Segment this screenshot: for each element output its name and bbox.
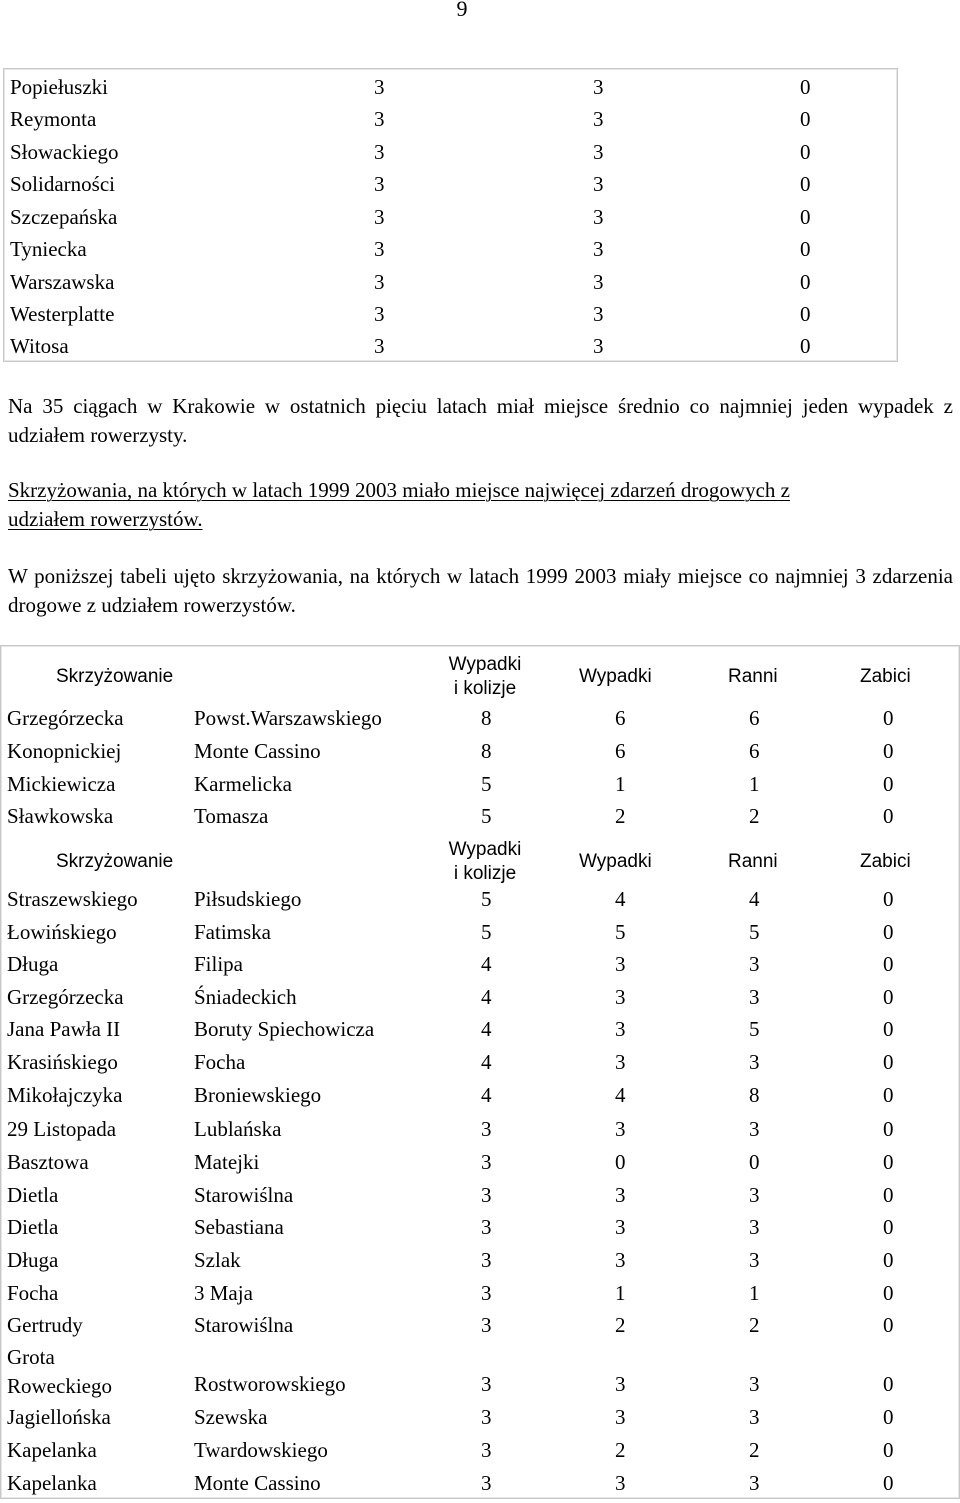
street-a: Straszewskiego: [7, 887, 138, 911]
ranni-cell: 3: [749, 1248, 760, 1272]
table-row: [1, 1150, 959, 1182]
street-b: Twardowskiego: [194, 1438, 328, 1462]
zabici-cell: 0: [883, 1438, 894, 1462]
table-row: [1, 920, 959, 952]
header-zabici: Zabici: [860, 851, 911, 872]
ranni-cell: 3: [749, 1183, 760, 1207]
value-cell: 0: [800, 334, 811, 358]
street-b: Sebastiana: [194, 1215, 284, 1239]
header-wypadki-kolizje: [437, 653, 533, 701]
street-a: Mickiewicza: [7, 772, 116, 796]
table-row: [1, 1471, 959, 1503]
wypadki-kolizje-cell: 3: [481, 1150, 492, 1174]
value-cell: 3: [593, 237, 604, 261]
value-cell: 3: [374, 140, 385, 164]
street-name: Warszawska: [10, 270, 115, 294]
ranni-cell: 1: [749, 772, 760, 796]
wypadki-kolizje-cell: 3: [481, 1438, 492, 1462]
ranni-cell: 4: [749, 887, 760, 911]
ranni-cell: 3: [749, 1050, 760, 1074]
value-cell: 3: [593, 172, 604, 196]
street-b: Matejki: [194, 1150, 260, 1174]
wypadki-cell: 3: [615, 1017, 626, 1041]
value-cell: 0: [800, 205, 811, 229]
street-a: Konopnickiej: [7, 739, 122, 763]
street-b: Filipa: [194, 952, 244, 976]
value-cell: 3: [374, 302, 385, 326]
street-b: Starowiślna: [194, 1183, 294, 1207]
table-row: [1, 985, 959, 1017]
street-b: Szewska: [194, 1405, 268, 1429]
wypadki-cell: 4: [615, 1083, 626, 1107]
table-row: [1, 1117, 959, 1149]
wypadki-kolizje-cell: 3: [481, 1313, 492, 1337]
value-cell: 3: [374, 270, 385, 294]
value-cell: 0: [800, 172, 811, 196]
wypadki-cell: 0: [615, 1150, 626, 1174]
wypadki-kolizje-cell: 3: [481, 1117, 492, 1141]
value-cell: 3: [374, 334, 385, 358]
table-row: [1, 1438, 959, 1470]
zabici-cell: 0: [883, 1405, 894, 1429]
street-name: Reymonta: [10, 107, 97, 131]
street-a: Łowińskiego: [7, 920, 117, 944]
wypadki-cell: 3: [615, 1183, 626, 1207]
street-a: Grota Roweckiego: [7, 1345, 112, 1398]
street-a: Krasińskiego: [7, 1050, 118, 1074]
value-cell: 0: [800, 107, 811, 131]
ranni-cell: 2: [749, 1438, 760, 1462]
wypadki-cell: 1: [615, 772, 626, 796]
table-row: [1, 1183, 959, 1215]
wypadki-cell: 2: [615, 1313, 626, 1337]
wypadki-cell: 3: [615, 952, 626, 976]
wypadki-kolizje-cell: 8: [481, 706, 492, 730]
wypadki-kolizje-cell: 3: [481, 1281, 492, 1305]
ranni-cell: 3: [749, 1117, 760, 1141]
zabici-cell: 0: [883, 706, 894, 730]
value-cell: 3: [593, 270, 604, 294]
value-cell: 3: [593, 140, 604, 164]
wypadki-kolizje-cell: 3: [481, 1183, 492, 1207]
wypadki-kolizje-cell: 3: [481, 1248, 492, 1272]
zabici-cell: 0: [883, 1050, 894, 1074]
wypadki-cell: 3: [615, 1471, 626, 1495]
table-row: [1, 1281, 959, 1313]
ranni-cell: 5: [749, 920, 760, 944]
zabici-cell: 0: [883, 1017, 894, 1041]
street-a: Dietla: [7, 1183, 59, 1207]
wypadki-kolizje-cell: 3: [481, 1405, 492, 1429]
wypadki-kolizje-cell: 4: [481, 1083, 492, 1107]
street-a: Długa: [7, 1248, 59, 1272]
ranni-cell: 0: [749, 1150, 760, 1174]
wypadki-cell: 6: [615, 706, 626, 730]
street-b: Powst.Warszawskiego: [194, 706, 382, 730]
wypadki-kolizje-cell: 3: [481, 1215, 492, 1239]
table-row: [1, 1050, 959, 1082]
wypadki-kolizje-cell: 3: [481, 1471, 492, 1495]
value-cell: 0: [800, 302, 811, 326]
street-name: Witosa: [10, 334, 69, 358]
table-row: [1, 804, 959, 836]
header-ranni: Ranni: [728, 666, 778, 687]
ranni-cell: 5: [749, 1017, 760, 1041]
ranni-cell: 1: [749, 1281, 760, 1305]
table-row: [1, 1083, 959, 1115]
section-heading: Skrzyżowania, na których w latach 1999 2003 miało miejsce najwięcej zdarzeń drogowych z udziałem rowerzystów.: [8, 478, 790, 531]
zabici-cell: 0: [883, 1083, 894, 1107]
wypadki-cell: 3: [615, 1215, 626, 1239]
table-row: [1, 1313, 959, 1345]
street-name: Westerplatte: [10, 302, 115, 326]
value-cell: 0: [800, 75, 811, 99]
wypadki-cell: 3: [615, 985, 626, 1009]
zabici-cell: 0: [883, 804, 894, 828]
value-cell: 3: [593, 334, 604, 358]
value-cell: 3: [374, 107, 385, 131]
wypadki-kolizje-cell: 3: [481, 1372, 492, 1396]
table-row: [1, 1248, 959, 1280]
table-header: [1, 649, 959, 705]
header-ranni: Ranni: [728, 851, 778, 872]
ranni-cell: 6: [749, 706, 760, 730]
wypadki-kolizje-cell: 5: [481, 887, 492, 911]
zabici-cell: 0: [883, 1313, 894, 1337]
header-wypadki-kolizje-line2: i kolizje: [453, 863, 517, 884]
street-b: Monte Cassino: [194, 1471, 321, 1495]
value-cell: 3: [593, 302, 604, 326]
street-b: Szlak: [194, 1248, 241, 1272]
street-b: Karmelicka: [194, 772, 292, 796]
ranni-cell: 3: [749, 1405, 760, 1429]
table-row: [1, 1215, 959, 1247]
wypadki-cell: 3: [615, 1117, 626, 1141]
wypadki-cell: 3: [615, 1248, 626, 1272]
ranni-cell: 8: [749, 1083, 760, 1107]
table-row: [1, 772, 959, 804]
intro-paragraph: W poniższej tabeli ujęto skrzyżowania, na których w latach 1999 2003 miały miejsce co najmniej 3 zdarzenia drogowe z udziałem rowerzystów.: [8, 564, 953, 617]
street-a: Długa: [7, 952, 59, 976]
table-row: [1, 706, 959, 738]
streets-table: [3, 68, 898, 362]
street-a: Jagiellońska: [7, 1405, 111, 1429]
ranni-cell: 6: [749, 739, 760, 763]
wypadki-kolizje-cell: 4: [481, 1017, 492, 1041]
value-cell: 3: [593, 75, 604, 99]
street-b: 3 Maja: [194, 1281, 253, 1305]
street-a: Sławkowska: [7, 804, 114, 828]
street-b: Boruty Spiechowicza: [194, 1017, 375, 1041]
ranni-cell: 3: [749, 1372, 760, 1396]
street-b: Śniadeckich: [194, 985, 297, 1009]
street-name: Solidarności: [10, 172, 115, 196]
wypadki-cell: 1: [615, 1281, 626, 1305]
street-a: Focha: [7, 1281, 59, 1305]
wypadki-cell: 5: [615, 920, 626, 944]
wypadki-cell: 4: [615, 887, 626, 911]
zabici-cell: 0: [883, 1281, 894, 1305]
street-b: Piłsudskiego: [194, 887, 302, 911]
street-name: Tyniecka: [10, 237, 87, 261]
page-number: 9: [456, 0, 468, 21]
header-wypadki: Wypadki: [579, 851, 652, 872]
zabici-cell: 0: [883, 1471, 894, 1495]
table-row: [1, 1343, 959, 1405]
wypadki-cell: 3: [615, 1050, 626, 1074]
wypadki-kolizje-cell: 5: [481, 804, 492, 828]
street-name: Słowackiego: [10, 140, 119, 164]
zabici-cell: 0: [883, 1248, 894, 1272]
street-a: Grzegórzecka: [7, 985, 124, 1009]
street-b: Rostworowskiego: [194, 1372, 346, 1396]
header-skrzyzowanie: Skrzyżowanie: [56, 666, 174, 687]
value-cell: 3: [374, 75, 385, 99]
ranni-cell: 3: [749, 1215, 760, 1239]
street-a: Jana Pawła II: [7, 1017, 121, 1041]
wypadki-kolizje-cell: 4: [481, 1050, 492, 1074]
wypadki-cell: 2: [615, 804, 626, 828]
zabici-cell: 0: [883, 1150, 894, 1174]
header-wypadki-kolizje-line1: Wypadki: [448, 654, 522, 675]
ranni-cell: 3: [749, 1471, 760, 1495]
wypadki-kolizje-cell: 4: [481, 985, 492, 1009]
street-b: Lublańska: [194, 1117, 282, 1141]
street-b: Focha: [194, 1050, 246, 1074]
zabici-cell: 0: [883, 739, 894, 763]
wypadki-cell: 3: [615, 1372, 626, 1396]
header-wypadki-kolizje: [437, 838, 533, 886]
zabici-cell: 0: [883, 1215, 894, 1239]
ranni-cell: 3: [749, 952, 760, 976]
street-a: Gertrudy: [7, 1313, 83, 1337]
zabici-cell: 0: [883, 1183, 894, 1207]
street-b: Broniewskiego: [194, 1083, 322, 1107]
table-header-repeat: [1, 834, 959, 890]
ranni-cell: 2: [749, 804, 760, 828]
street-b: Monte Cassino: [194, 739, 321, 763]
street-b: Tomasza: [194, 804, 269, 828]
zabici-cell: 0: [883, 772, 894, 796]
ranni-cell: 2: [749, 1313, 760, 1337]
value-cell: 3: [374, 237, 385, 261]
street-a: 29 Listopada: [7, 1117, 117, 1141]
wypadki-kolizje-cell: 5: [481, 772, 492, 796]
value-cell: 0: [800, 140, 811, 164]
value-cell: 0: [800, 237, 811, 261]
street-a: Basztowa: [7, 1150, 89, 1174]
street-b: Starowiślna: [194, 1313, 294, 1337]
table-row: [1, 887, 959, 919]
header-wypadki: Wypadki: [579, 666, 652, 687]
table-row: [1, 952, 959, 984]
zabici-cell: 0: [883, 1117, 894, 1141]
street-b: Fatimska: [194, 920, 271, 944]
value-cell: 3: [593, 205, 604, 229]
value-cell: 3: [374, 205, 385, 229]
zabici-cell: 0: [883, 952, 894, 976]
zabici-cell: 0: [883, 887, 894, 911]
table-row: [1, 1017, 959, 1049]
header-wypadki-kolizje-line1: Wypadki: [448, 839, 522, 860]
wypadki-kolizje-cell: 8: [481, 739, 492, 763]
table-row: [1, 1405, 959, 1437]
header-skrzyzowanie: Skrzyżowanie: [56, 851, 174, 872]
street-name: Szczepańska: [10, 205, 118, 229]
wypadki-cell: 3: [615, 1405, 626, 1429]
street-a: Kapelanka: [7, 1438, 97, 1462]
table-row: [1, 739, 959, 771]
street-a: Mikołajczyka: [7, 1083, 123, 1107]
zabici-cell: 0: [883, 920, 894, 944]
street-a: Grzegórzecka: [7, 706, 124, 730]
wypadki-cell: 6: [615, 739, 626, 763]
ranni-cell: 3: [749, 985, 760, 1009]
zabici-cell: 0: [883, 1372, 894, 1396]
summary-paragraph: Na 35 ciągach w Krakowie w ostatnich pięciu latach miał miejsce średnio co najmniej jeden wypadek z udziałem rowerzysty.: [8, 394, 953, 447]
wypadki-kolizje-cell: 4: [481, 952, 492, 976]
value-cell: 3: [374, 172, 385, 196]
header-wypadki-kolizje-line2: i kolizje: [453, 678, 517, 699]
intersections-table: [0, 645, 960, 1499]
value-cell: 0: [800, 270, 811, 294]
header-zabici: Zabici: [860, 666, 911, 687]
street-a: Dietla: [7, 1215, 59, 1239]
street-name: Popiełuszki: [10, 75, 108, 99]
wypadki-kolizje-cell: 5: [481, 920, 492, 944]
value-cell: 3: [593, 107, 604, 131]
street-a: Kapelanka: [7, 1471, 97, 1495]
wypadki-cell: 2: [615, 1438, 626, 1462]
zabici-cell: 0: [883, 985, 894, 1009]
